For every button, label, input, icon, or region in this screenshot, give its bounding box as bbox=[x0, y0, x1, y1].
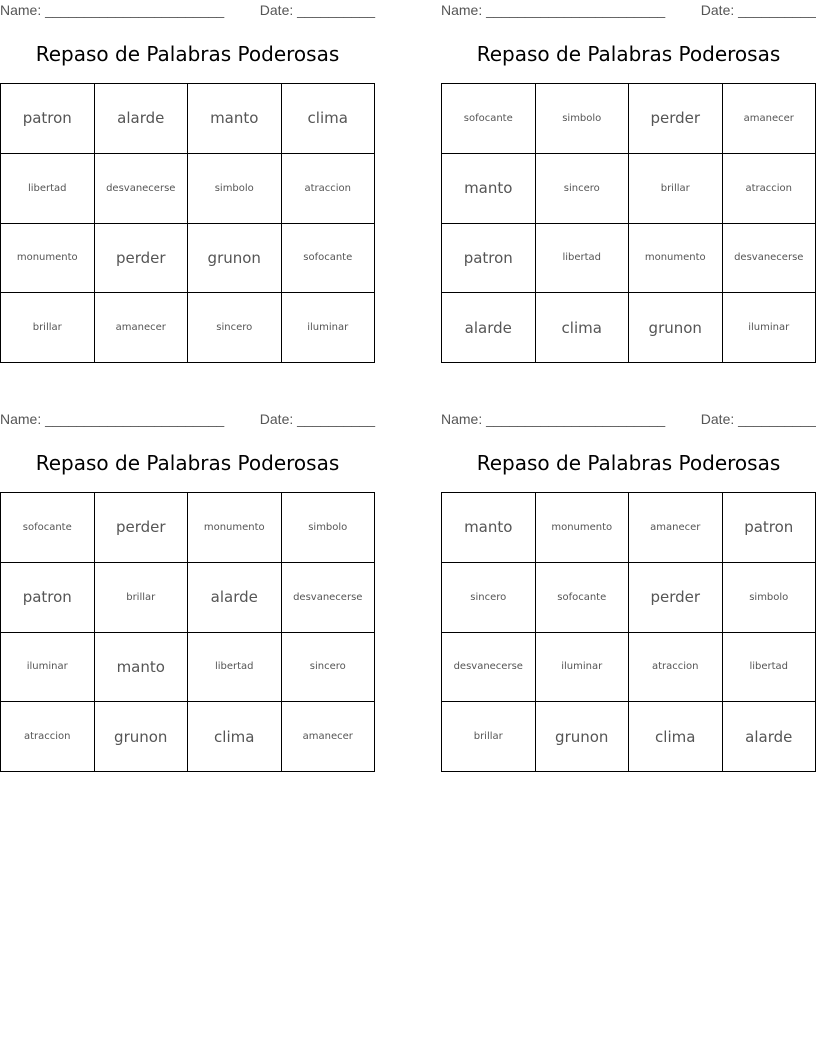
grid-cell: simbolo bbox=[188, 154, 282, 224]
word-grid bbox=[441, 83, 816, 363]
grid-cell: sofocante bbox=[282, 224, 376, 294]
grid-cell: clima bbox=[536, 293, 630, 363]
grid-cell: amanecer bbox=[723, 84, 816, 154]
grid-cell: iluminar bbox=[536, 633, 630, 703]
bingo-card bbox=[0, 0, 375, 365]
grid-cell: amanecer bbox=[95, 293, 189, 363]
bingo-card bbox=[441, 409, 816, 774]
grid-cell: alarde bbox=[188, 563, 282, 633]
grid-cell: clima bbox=[629, 702, 723, 772]
date-field-label: Date: __________ bbox=[700, 411, 816, 427]
grid-cell: clima bbox=[282, 84, 376, 154]
card-header bbox=[0, 411, 375, 429]
grid-cell: monumento bbox=[629, 224, 723, 294]
grid-cell: perder bbox=[95, 224, 189, 294]
word-grid bbox=[441, 492, 816, 772]
date-field-label: Date: __________ bbox=[259, 2, 375, 18]
grid-cell: iluminar bbox=[1, 633, 95, 703]
grid-cell: clima bbox=[188, 702, 282, 772]
grid-cell: monumento bbox=[1, 224, 95, 294]
grid-cell: manto bbox=[95, 633, 189, 703]
grid-cell: manto bbox=[188, 84, 282, 154]
date-field-label: Date: __________ bbox=[259, 411, 375, 427]
card-header bbox=[0, 2, 375, 20]
card-title: Repaso de Palabras Poderosas bbox=[35, 42, 340, 66]
date-field-label: Date: __________ bbox=[700, 2, 816, 18]
grid-cell: monumento bbox=[188, 493, 282, 563]
grid-cell: sincero bbox=[536, 154, 630, 224]
card-title: Repaso de Palabras Poderosas bbox=[476, 451, 781, 475]
grid-cell: patron bbox=[1, 84, 95, 154]
grid-cell: brillar bbox=[442, 702, 536, 772]
name-field-label: Name: _______________________ bbox=[441, 411, 666, 427]
grid-cell: sincero bbox=[442, 563, 536, 633]
grid-cell: grunon bbox=[629, 293, 723, 363]
grid-cell: sincero bbox=[282, 633, 376, 703]
grid-cell: grunon bbox=[188, 224, 282, 294]
card-header bbox=[441, 2, 816, 20]
bingo-card bbox=[0, 409, 375, 774]
grid-cell: alarde bbox=[442, 293, 536, 363]
grid-cell: sofocante bbox=[536, 563, 630, 633]
grid-cell: alarde bbox=[95, 84, 189, 154]
grid-cell: brillar bbox=[95, 563, 189, 633]
grid-cell: manto bbox=[442, 493, 536, 563]
grid-cell: perder bbox=[629, 84, 723, 154]
grid-cell: patron bbox=[723, 493, 816, 563]
grid-cell: desvanecerse bbox=[95, 154, 189, 224]
grid-cell: monumento bbox=[536, 493, 630, 563]
grid-cell: patron bbox=[442, 224, 536, 294]
word-grid bbox=[0, 492, 375, 772]
name-field-label: Name: _______________________ bbox=[0, 2, 225, 18]
grid-cell: libertad bbox=[188, 633, 282, 703]
grid-cell: sofocante bbox=[1, 493, 95, 563]
grid-cell: amanecer bbox=[629, 493, 723, 563]
grid-cell: alarde bbox=[723, 702, 816, 772]
grid-cell: grunon bbox=[95, 702, 189, 772]
grid-cell: atraccion bbox=[282, 154, 376, 224]
bingo-card bbox=[441, 0, 816, 365]
grid-cell: grunon bbox=[536, 702, 630, 772]
grid-cell: simbolo bbox=[536, 84, 630, 154]
grid-cell: perder bbox=[629, 563, 723, 633]
word-grid bbox=[0, 83, 375, 363]
card-title: Repaso de Palabras Poderosas bbox=[35, 451, 340, 475]
grid-cell: iluminar bbox=[282, 293, 376, 363]
grid-cell: amanecer bbox=[282, 702, 376, 772]
grid-cell: desvanecerse bbox=[442, 633, 536, 703]
card-title: Repaso de Palabras Poderosas bbox=[476, 42, 781, 66]
grid-cell: perder bbox=[95, 493, 189, 563]
grid-cell: brillar bbox=[1, 293, 95, 363]
grid-cell: libertad bbox=[1, 154, 95, 224]
name-field-label: Name: _______________________ bbox=[441, 2, 666, 18]
grid-cell: desvanecerse bbox=[723, 224, 816, 294]
name-field-label: Name: _______________________ bbox=[0, 411, 225, 427]
card-header bbox=[441, 411, 816, 429]
grid-cell: patron bbox=[1, 563, 95, 633]
grid-cell: atraccion bbox=[629, 633, 723, 703]
grid-cell: atraccion bbox=[1, 702, 95, 772]
grid-cell: iluminar bbox=[723, 293, 816, 363]
grid-cell: sincero bbox=[188, 293, 282, 363]
grid-cell: simbolo bbox=[723, 563, 816, 633]
grid-cell: simbolo bbox=[282, 493, 376, 563]
grid-cell: desvanecerse bbox=[282, 563, 376, 633]
grid-cell: libertad bbox=[536, 224, 630, 294]
grid-cell: sofocante bbox=[442, 84, 536, 154]
grid-cell: atraccion bbox=[723, 154, 816, 224]
grid-cell: brillar bbox=[629, 154, 723, 224]
grid-cell: libertad bbox=[723, 633, 816, 703]
grid-cell: manto bbox=[442, 154, 536, 224]
